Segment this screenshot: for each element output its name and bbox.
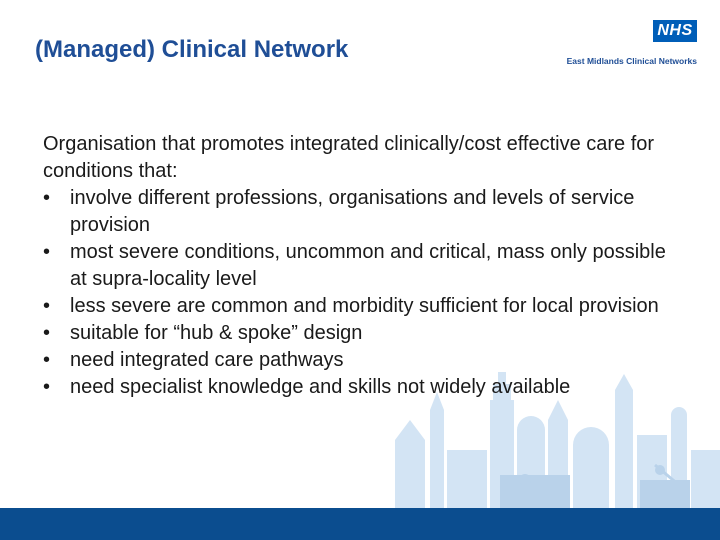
bullet-text: less severe are common and morbidity sufficient for local provision [70, 295, 659, 317]
slide-title: (Managed) Clinical Network [35, 36, 349, 63]
bullet-marker: • [43, 349, 51, 371]
nhs-badge: NHS [653, 20, 697, 42]
list-item [43, 347, 683, 374]
bullet-text: most severe conditions, uncommon and critical, mass only possible at supra-locality level [70, 241, 666, 290]
list-item [43, 239, 683, 293]
bullet-text: suitable for “hub & spoke” design [70, 322, 363, 344]
list-item [43, 293, 683, 320]
intro-text: Organisation that promotes integrated clinically/cost effective care for conditions that: [43, 133, 655, 182]
bullet-marker: • [43, 187, 51, 209]
bullet-marker: • [43, 376, 51, 398]
bullet-text: need specialist knowledge and skills not widely available [70, 376, 571, 398]
list-item [43, 185, 683, 239]
bullet-marker: • [43, 295, 51, 317]
bullet-marker: • [43, 241, 51, 263]
bullet-list [43, 185, 683, 401]
list-item [43, 320, 683, 347]
list-item [43, 374, 683, 401]
bullet-marker: • [43, 322, 51, 344]
nhs-logo [565, 20, 705, 70]
footer-band [0, 508, 720, 540]
bullet-text: need integrated care pathways [70, 349, 344, 371]
slide-body [43, 131, 683, 401]
bullet-text: involve different professions, organisations and levels of service provision [70, 187, 635, 236]
network-name: East Midlands Clinical Networks [566, 56, 697, 66]
